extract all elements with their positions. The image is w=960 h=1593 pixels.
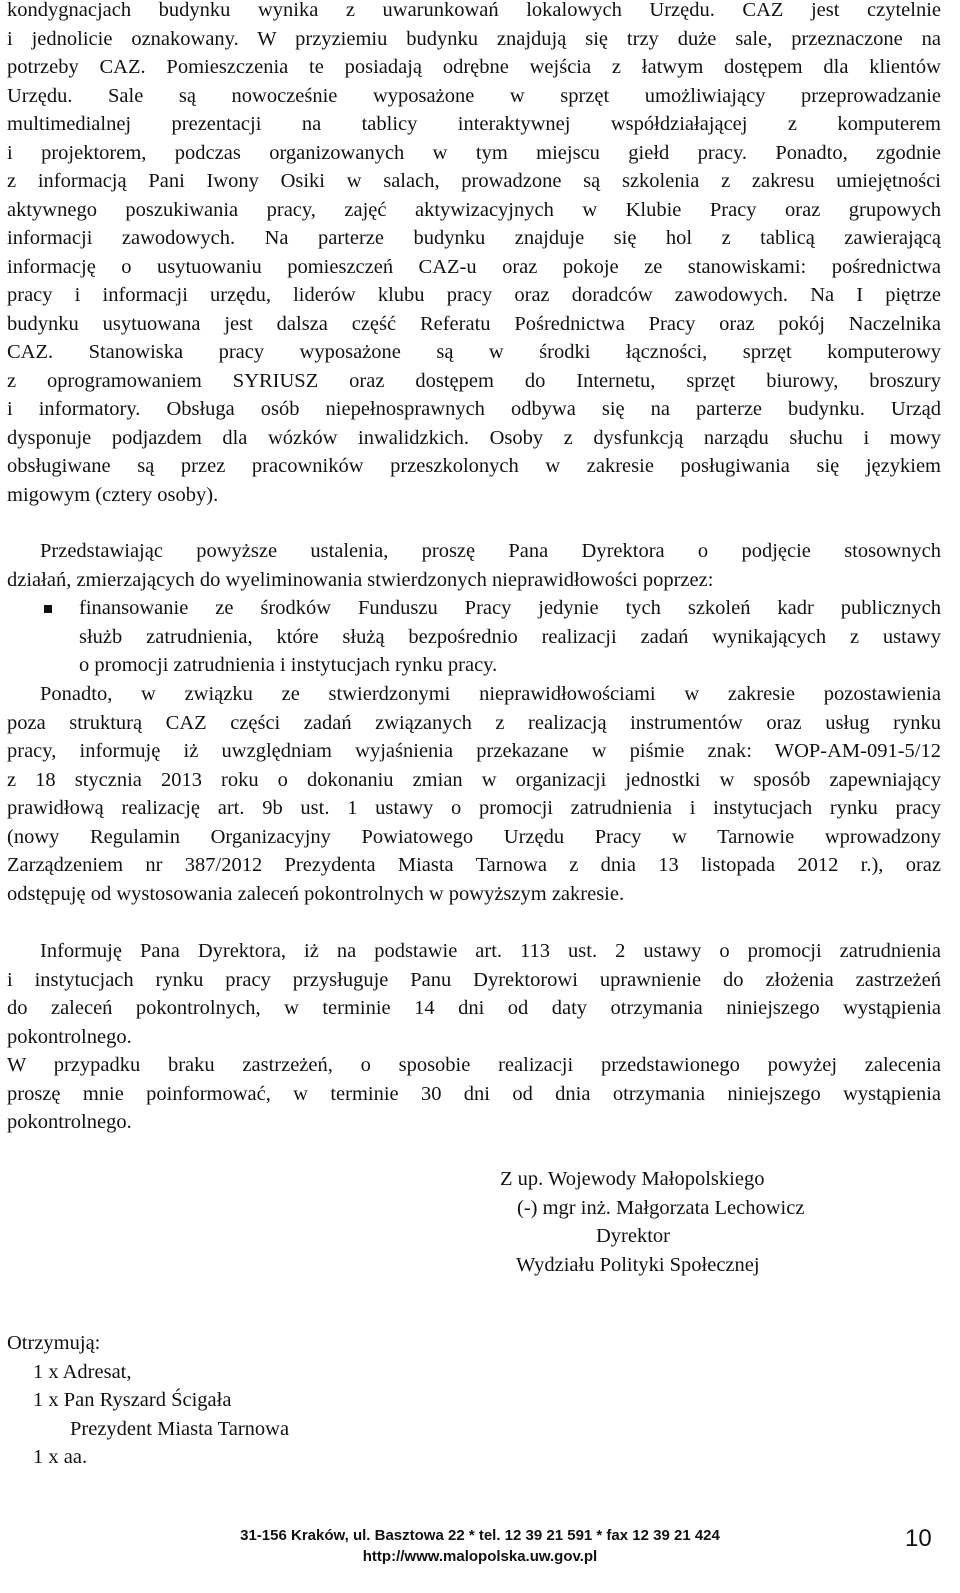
text-line: finansowanie ze środków Funduszu Pracy jedynie tych szkoleń kadr publicznych [79, 597, 941, 619]
recipients-list [7, 1329, 507, 1472]
footer-address: 31-156 Kraków, ul. Basztowa 22 * tel. 12 39 21 591 * fax 12 39 21 424 [240, 1527, 720, 1544]
text-line: z oprogramowaniem SYRIUSZ oraz dostępem do Internetu, sprzęt biurowy, broszury [7, 369, 941, 392]
bullet-square-icon [44, 605, 52, 613]
paragraph-rights [7, 937, 941, 1051]
text-line: i projektorem, podczas organizowanych w tym miejscu giełd pracy. Ponadto, zgodnie [7, 141, 941, 164]
recipient-item: 1 x aa. [33, 1446, 88, 1468]
text-line: obsługiwane są przez pracowników przeszkolonych w zakresie posługiwania się językiem [7, 455, 941, 477]
text-line: aktywnego poszukiwania pracy, zajęć aktywizacyjnych w Klubie Pracy oraz grupowych [7, 198, 941, 221]
signature-name: (-) mgr inż. Małgorzata Lechowicz [517, 1196, 805, 1219]
recipient-item: Prezydent Miasta Tarnowa [70, 1417, 290, 1440]
text-line: pracy, informuję iż uwzględniam wyjaśnienia przekazane w piśmie znak: WOP-AM-091-5/12 [7, 740, 941, 762]
text-line: kondygnacjach budynku wynika z uwarunkowań lokalowych Urzędu. CAZ jest czytelnie [7, 0, 941, 21]
paragraph-facilities [7, 0, 941, 509]
paragraph-request [7, 537, 941, 594]
text-line: potrzeby CAZ. Pomieszczenia te posiadają odrębne wejścia z łatwym dostępem dla klientów [7, 56, 941, 78]
text-line: z informacją Pani Iwony Osiki w salach, prowadzone są szkolenia z zakresu umiejętności [7, 170, 941, 192]
recipient-item: 1 x Adresat, [33, 1360, 132, 1383]
text-line: multimedialnej prezentacji na tablicy interaktywnej współdziałającej z komputerem [7, 113, 941, 135]
recipients-heading: Otrzymują: [7, 1332, 101, 1354]
text-line: informację o usytuowaniu pomieszczeń CAZ-u oraz pokoje ze stanowiskami: pośrednictwa [7, 255, 941, 278]
text-line: CAZ. Stanowiska pracy wyposażone są w środki łączności, sprzęt komputerowy [7, 341, 941, 363]
recipient-item: 1 x Pan Ryszard Ścigała [33, 1389, 232, 1411]
text-line: Zarządzeniem nr 387/2012 Prezydenta Miasta Tarnowa z dnia 13 listopada 2012 r.), oraz [7, 854, 941, 876]
text-line: Urzędu. Sale są nowocześnie wyposażone w sprzęt umożliwiający przeprowadzanie [7, 84, 941, 107]
text-line: o promocji zatrudnienia i instytucjach rynku pracy. [79, 654, 498, 676]
text-line: migowym (cztery osoby). [7, 483, 219, 506]
text-line: z 18 stycznia 2013 roku o dokonaniu zmian w organizacji jednostki w sposób zapewniający [7, 768, 941, 791]
text-line: proszę mnie poinformować, w terminie 30 dni od dnia otrzymania niniejszego wystąpienia [7, 1082, 941, 1105]
page-footer [150, 1525, 810, 1567]
footer-url: http://www.malopolska.uw.gov.pl [362, 1548, 598, 1565]
text-line: i informatory. Obsługa osób niepełnosprawnych odbywa się na parterze budynku. Urząd [7, 398, 941, 420]
text-line: działań, zmierzających do wyeliminowania stwierdzonych nieprawidłowości poprzez: [7, 568, 714, 591]
text-line: Informuję Pana Dyrektora, iż na podstawie art. 113 ust. 2 ustawy o promocji zatrudnienia [40, 940, 941, 962]
signature-line: Z up. Wojewody Małopolskiego [500, 1168, 765, 1190]
text-line: poza strukturą CAZ części zadań związanych z realizacją instrumentów oraz usług rynku [7, 711, 941, 734]
text-line: pokontrolnego. [7, 1025, 132, 1048]
text-line: dysponuje podjazdem dla wózków inwalidzkich. Osoby z dysfunkcją narządu słuchu i mowy [7, 426, 941, 449]
text-line: budynku usytuowana jest dalsza część Referatu Pośrednictwa Pracy oraz pokój Naczelnika [7, 312, 941, 335]
text-line: Przedstawiając powyższe ustalenia, proszę Pana Dyrektora o podjęcie stosownych [40, 540, 941, 562]
text-line: (nowy Regulamin Organizacyjny Powiatowego Urzędu Pracy w Tarnowie wprowadzony [7, 825, 941, 848]
paragraph-report-back [7, 1051, 941, 1137]
signature-title: Dyrektor [596, 1225, 671, 1247]
bullet-list-item [7, 594, 941, 680]
text-line: odstępuję od wystosowania zaleceń pokontrolnych w powyższym zakresie. [7, 882, 625, 905]
text-line: pracy i informacji urzędu, liderów klubu pracy oraz doradców zawodowych. Na I piętrze [7, 284, 941, 306]
text-line: pokontrolnego. [7, 1111, 132, 1133]
signature-department: Wydziału Polityki Społecznej [516, 1253, 760, 1276]
text-line: służb zatrudnienia, które służą bezpośrednio realizacji zadań wynikających z ustawy [79, 625, 941, 648]
text-line: do zaleceń pokontrolnych, w terminie 14 dni od daty otrzymania niniejszego wystąpienia [7, 997, 941, 1019]
text-line: prawidłową realizację art. 9b ust. 1 ustawy o promocji zatrudnienia i instytucjach rynku pracy [7, 797, 941, 819]
text-line: i instytucjach rynku pracy przysługuje Panu Dyrektorowi uprawnienie do złożenia zastrzeżeń [7, 968, 941, 991]
page-number: 10 [905, 1525, 932, 1552]
text-line: Ponadto, w związku ze stwierdzonymi nieprawidłowościami w zakresie pozostawienia [40, 683, 941, 705]
text-line: i jednolicie oznakowany. W przyziemiu budynku znajdują się trzy duże sale, przeznaczone na [7, 27, 941, 50]
signature-block [500, 1165, 900, 1279]
text-line: informacji zawodowych. Na parterze budynku znajduje się hol z tablicą zawierającą [7, 227, 941, 249]
paragraph-further [7, 680, 941, 908]
text-line: W przypadku braku zastrzeżeń, o sposobie realizacji przedstawionego powyżej zalecenia [7, 1054, 941, 1076]
